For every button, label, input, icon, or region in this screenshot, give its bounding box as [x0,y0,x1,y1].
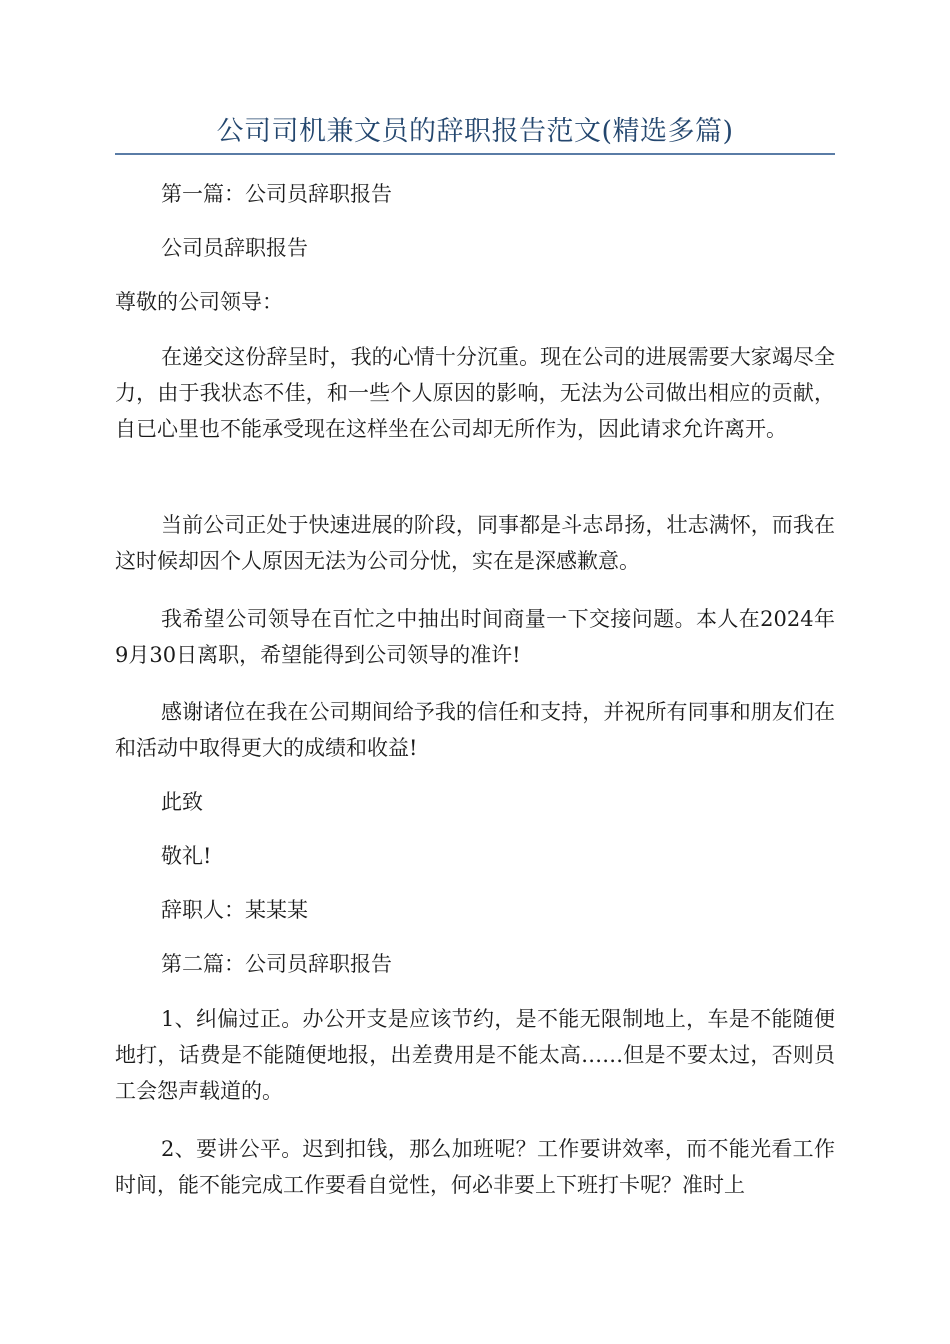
body-paragraph-6: 2、要讲公平。迟到扣钱，那么加班呢？工作要讲效率，而不能光看工作时间，能不能完成工作要看自觉性，何必非要上下班打卡呢？准时上 [115,1137,835,1197]
closing-salute: 敬礼! [161,844,212,868]
body-paragraph-5: 1、纠偏过正。办公开支是应该节约，是不能无限制地上，车是不能随便地打，话费是不能随便地报，出差费用是不能太高……但是不要太过，否则员工会怨声载道的。 [115,1007,835,1103]
section-heading-2: 第二篇：公司员辞职报告 [161,952,392,976]
body-paragraph-2: 当前公司正处于快速进展的阶段，同事都是斗志昂扬，壮志满怀，而我在这时候却因个人原因无法为公司分忧，实在是深感歉意。 [115,513,835,573]
signature-line: 辞职人：某某某 [161,898,308,922]
document-title: 公司司机兼文员的辞职报告范文(精选多篇) [216,116,734,147]
closing-phrase: 此致 [161,790,203,814]
title-underline [115,153,835,155]
body-paragraph-4: 感谢诸位在我在公司期间给予我的信任和支持，并祝所有同事和朋友们在和活动中取得更大的成绩和收益! [115,700,835,760]
section-heading-1: 第一篇：公司员辞职报告 [161,182,392,206]
salutation: 尊敬的公司领导： [115,290,283,314]
letter-heading: 公司员辞职报告 [161,236,308,260]
body-paragraph-1: 在递交这份辞呈时，我的心情十分沉重。现在公司的进展需要大家竭尽全力，由于我状态不佳，和一些个人原因的影响，无法为公司做出相应的贡献，自已心里也不能承受现在这样坐在公司却无所作为，因此请求允许离开。 [115,345,835,441]
body-paragraph-3: 我希望公司领导在百忙之中抽出时间商量一下交接问题。本人在2024年9月30日离职，希望能得到公司领导的准许! [115,607,835,667]
